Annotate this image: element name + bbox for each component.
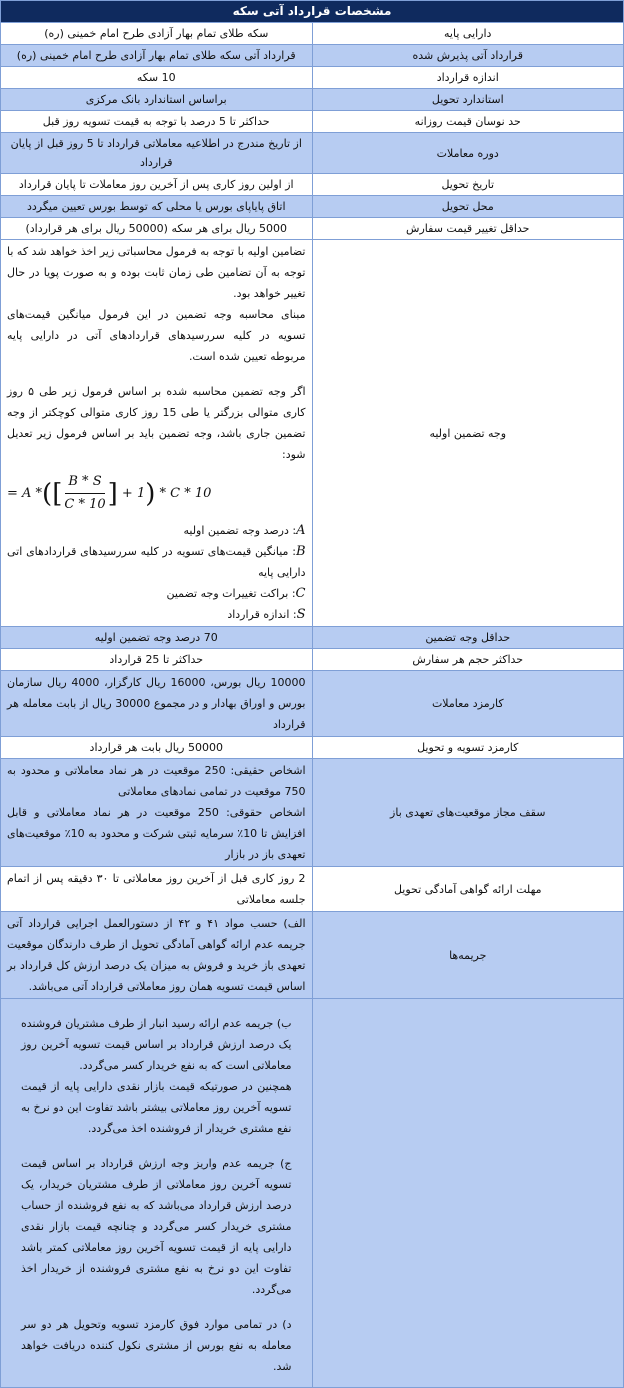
row-label: کارمزد معاملات: [312, 671, 624, 737]
formula-tail: + 1: [121, 485, 146, 501]
row-label: حداکثر حجم هر سفارش: [312, 649, 624, 671]
row-value: براساس استاندارد بانک مرکزی: [1, 89, 313, 111]
row-value: از اولین روز کاری پس از آخرین روز معاملات تا پایان قرارداد: [1, 174, 313, 196]
positions-individuals: اشخاص حقیقی: 250 موقعیت در هر نماد معاملاتی و محدود به 750 موقعیت در تمامی نمادهای معاملاتی: [7, 764, 306, 798]
table-row: [1, 649, 624, 671]
penalty-d: د) در تمامی موارد فوق کارمزد تسویه وتحویل هر دو سر معامله به نفع بورس از مشتری نکول کننده دریافت خواهد شد.: [21, 1318, 292, 1373]
row-value: از تاریخ مندرج در اطلاعیه معاملاتی قرارداد تا 5 روز قبل از پایان قرارداد: [1, 133, 313, 174]
row-label: مهلت ارائه گواهی آمادگی تحویل: [312, 867, 624, 912]
row-label: وجه تضمین اولیه: [312, 240, 624, 627]
row-value: 2 روز کاری قبل از آخرین روز معاملاتی تا ۳۰ دقیقه پس از اتمام جلسه معاملاتی: [1, 867, 313, 912]
table-row: [1, 89, 624, 111]
table-row: [1, 867, 624, 912]
table-row-penalties-continued: [1, 999, 624, 1388]
penalty-c: ج) جریمه عدم واریز وجه ارزش قرارداد بر اساس قیمت تسویه آخرین روز معاملاتی از طرف مشتریان خریدار، یک درصد ارزش قرارداد می‌باشد که به نفع فروشنده از حساب مشتری خریدار کسر می‌گردد و چنانچه قیمت بازار نقدی دارایی پایه از قیمت تسویه آخرین روز معاملاتی کمتر باشد تفاوت این دو نرخ به نفع مشتری فروشنده از خریدار اخذ می‌گردد.: [21, 1157, 292, 1296]
row-label: اندازه قرارداد: [312, 67, 624, 89]
margin-formula: = A * ( [ $\frac{B * S}{C * 10}$ ] + 1 ) * C * 10: [7, 471, 306, 516]
formula-definition: B: میانگین قیمت‌های تسویه در کلیه سررسیدهای قراردادهای اتی دارایی پایه: [7, 544, 306, 579]
positions-legal-entities: اشخاص حقوقی: 250 موقعیت در هر نماد معاملاتی و قابل افزایش تا 10٪ سرمایه ثبتی شرکت و محدود به 10٪ موقعیت‌های تعهدی باز در بازار: [7, 806, 306, 861]
row-label: استاندارد تحویل: [312, 89, 624, 111]
table-row: [1, 45, 624, 67]
row-value: 50000 ریال بابت هر قرارداد: [1, 737, 313, 759]
row-label: سقف مجاز موقعیت‌های تعهدی باز: [312, 759, 624, 867]
formula-lhs: = A *: [7, 485, 43, 501]
table-row-open-positions: [1, 759, 624, 867]
row-label: قرارداد آتی پذیرش شده: [312, 45, 624, 67]
row-label: حداقل وجه تضمین: [312, 627, 624, 649]
margin-cell: [1, 240, 313, 627]
row-label: دارایی پایه: [312, 23, 624, 45]
row-label: حد نوسان قیمت روزانه: [312, 111, 624, 133]
table-row-penalties: [1, 912, 624, 999]
penalty-b2: همچنین در صورتیکه قیمت بازار نقدی دارایی پایه از قیمت تسویه آخرین روز معاملاتی بیشتر باشد تفاوت این دو نرخ به نفع مشتری خریدار از فروشنده اخذ می‌گردد.: [21, 1080, 292, 1135]
table-row-initial-margin: [1, 240, 624, 627]
formula-definition: A: درصد وجه تضمین اولیه: [183, 523, 306, 538]
formula-denominator: C * 10: [64, 497, 106, 512]
table-row: [1, 111, 624, 133]
margin-paragraph-2: مبنای محاسبه وجه تضمین در این فرمول میانگین قیمت‌های تسویه در کلیه سررسیدهای قراردادهای آتی در دارایی پایه مربوطه تعیین شده است.: [7, 308, 306, 363]
row-label: دوره معاملات: [312, 133, 624, 174]
empty-label: [312, 999, 624, 1388]
table-row: [1, 737, 624, 759]
row-value: حداکثر تا 25 قرارداد: [1, 649, 313, 671]
row-label: تاریخ تحویل: [312, 174, 624, 196]
table-row: [1, 671, 624, 737]
penalty-b: ب) جریمه عدم ارائه رسید انبار از طرف مشتریان فروشنده یک درصد ارزش قرارداد بر اساس قیمت تسویه آخرین روز معاملاتی است که به نفع خریدار کسر می‌گردد.: [21, 1017, 292, 1072]
formula-numerator: B * S: [65, 471, 104, 494]
row-value: 10 سکه: [1, 67, 313, 89]
positions-cell: [1, 759, 313, 867]
margin-paragraph-1: تضامین اولیه با توجه به فرمول محاسباتی زیر اخذ خواهد شد که با توجه به آن تضامین طی زمان ثابت بوده و به صورت پویا در حال تغییر خواهد بود.: [7, 245, 306, 300]
row-label: کارمزد تسویه و تحویل: [312, 737, 624, 759]
margin-paragraph-3: اگر وجه تضمین محاسبه شده بر اساس فرمول زیر طی ۵ روز کاری متوالی بزرگتر یا طی 15 روز کاری متوالی کوچکتر از وجه تضمین جاری باشد، وجه تضمین باید بر اساس فرمول زیر تعدیل شود:: [7, 385, 306, 461]
penalty-a: الف) حسب مواد ۴۱ و ۴۲ از دستورالعمل اجرایی قرارداد آتی جریمه عدم ارائه گواهی آمادگی تحویل از طرف دارندگان موقعیت تعهدی باز خرید و فروش به میزان یک درصد ارزش کل قرارداد بر اساس قیمت تسویه همان روز معاملاتی قرارداد آتی می‌باشد.: [1, 912, 313, 999]
row-label: حداقل تغییر قیمت سفارش: [312, 218, 624, 240]
table-row: [1, 174, 624, 196]
row-value: قرارداد آتی سکه طلای تمام بهار آزادی طرح امام خمینی (ره): [1, 45, 313, 67]
row-value: سکه طلای تمام بهار آزادی طرح امام خمینی (ره): [1, 23, 313, 45]
table-row: [1, 133, 624, 174]
table-title: مشخصات قرارداد آتی سکه: [1, 1, 624, 23]
row-label: محل تحویل: [312, 196, 624, 218]
formula-definition: S: اندازه قرارداد: [227, 607, 306, 622]
row-label: جریمه‌ها: [312, 912, 624, 999]
table-row: [1, 67, 624, 89]
table-row: [1, 218, 624, 240]
table-row: [1, 627, 624, 649]
penalties-cell: [1, 999, 313, 1388]
row-value: 70 درصد وجه تضمین اولیه: [1, 627, 313, 649]
formula-definition: C: براکت تغییرات وجه تضمین: [166, 586, 306, 601]
row-value: 5000 ریال برای هر سکه (50000 ریال برای هر قرارداد): [1, 218, 313, 240]
formula-end: * C * 10: [159, 485, 212, 501]
table-row: [1, 196, 624, 218]
row-value: اتاق پایاپای بورس یا محلی که توسط بورس تعیین میگردد: [1, 196, 313, 218]
table-row: [1, 23, 624, 45]
row-value: 10000 ریال بورس، 16000 ریال کارگزار، 4000 ریال سازمان بورس و اوراق بهادار و در مجموع 30000 ریال از بابت معامله هر قرارداد: [1, 671, 313, 737]
row-value: حداکثر تا 5 درصد با توجه به قیمت تسویه روز قبل: [1, 111, 313, 133]
